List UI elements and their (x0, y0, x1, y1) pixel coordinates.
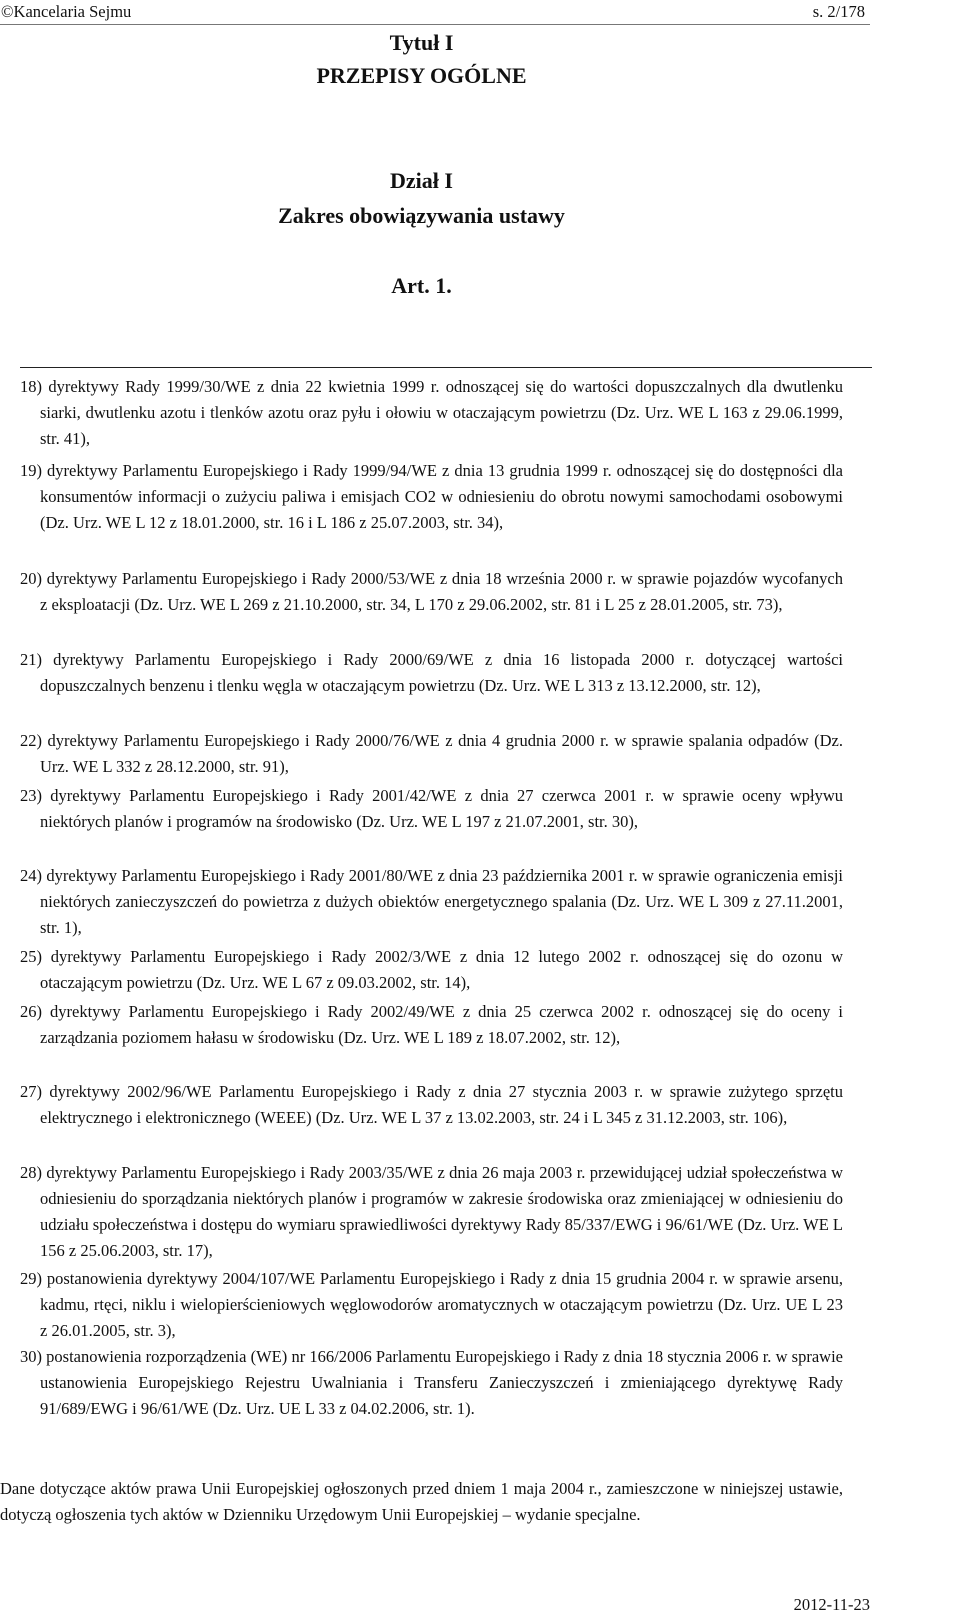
footnote-26 (20, 999, 843, 1051)
footnote-text: 24) dyrektywy Parlamentu Europejskiego i Rady 2001/80/WE z dnia 23 października 2001 r. w sprawie ograniczenia emisji niektórych zanieczyszczeń do powietrza z dużych obiektów energetycznego spalania (Dz. Urz. WE L 309 z 27.11.2001, str. 1), (20, 866, 843, 937)
section-number: Dział I (390, 168, 453, 193)
footnote-text: 28) dyrektywy Parlamentu Europejskiego i Rady 2003/35/WE z dnia 26 maja 2003 r. przewidującej udział społeczeństwa w odniesieniu do sporządzania niektórych planów i programów w zakresie środowiska oraz zmieniającej w odniesieniu do udziału społeczeństwa i dostępu do wymiaru sprawiedliwości dyrektywy Rady 85/337/EWG i 96/61/WE (Dz. Urz. WE L 156 z 25.06.2003, str. 17), (20, 1163, 843, 1260)
footnote-divider (20, 367, 872, 368)
footnote-text: 29) postanowienia dyrektywy 2004/107/WE Parlamentu Europejskiego i Rady z dnia 15 grudnia 2004 r. w sprawie arsenu, kadmu, rtęci, niklu i wielopierścieniowych węglowodorów aromatycznych w otaczającym powietrzu (Dz. Urz. UE L 23 z 26.01.2005, str. 3), (20, 1269, 843, 1340)
footnote-24 (20, 863, 843, 941)
footnote-21 (20, 647, 843, 699)
footnote-text: 20) dyrektywy Parlamentu Europejskiego i Rady 2000/53/WE z dnia 18 września 2000 r. w sprawie pojazdów wycofanych z eksploatacji (Dz. Urz. WE L 269 z 21.10.2000, str. 34, L 170 z 29.06.2002, str. 81 i L 25 z 28.01.2005, str. 73), (20, 569, 843, 614)
page-number: s. 2/178 (812, 2, 865, 21)
footnote-text: 23) dyrektywy Parlamentu Europejskiego i Rady 2001/42/WE z dnia 27 czerwca 2001 r. w sprawie oceny wpływu niektórych planów i programów na środowisko (Dz. Urz. WE L 197 z 21.07.2001, str. 30), (20, 786, 843, 831)
footnote-28 (20, 1160, 843, 1264)
title-name: PRZEPISY OGÓLNE (316, 63, 527, 88)
footnote-18 (20, 374, 843, 452)
footnote-text: 18) dyrektywy Rady 1999/30/WE z dnia 22 kwietnia 1999 r. odnoszącej się do wartości dopuszczalnych dla dwutlenku siarki, dwutlenku azotu i tlenków azotu oraz pyłu i ołowiu w otaczającym powietrzu (Dz. Urz. WE L 163 z 29.06.1999, str. 41), (20, 377, 843, 448)
footnote-22 (20, 728, 843, 780)
document-date: 2012-11-23 (793, 1595, 870, 1614)
footnote-text: 30) postanowienia rozporządzenia (WE) nr 166/2006 Parlamentu Europejskiego i Rady z dnia 18 stycznia 2006 r. w sprawie ustanowienia Europejskiego Rejestru Uwalniania i Transferu Zanieczyszczeń i zmieniającego dyrektywę Rady 91/689/EWG i 96/61/WE (Dz. Urz. UE L 33 z 04.02.2006, str. 1). (20, 1347, 843, 1418)
footnote-25 (20, 944, 843, 996)
footnote-text: 21) dyrektywy Parlamentu Europejskiego i Rady 2000/69/WE z dnia 16 listopada 2000 r. dotyczącej wartości dopuszczalnych benzenu i tlenku węgla w otaczającym powietrzu (Dz. Urz. WE L 313 z 13.12.2000, str. 12), (20, 650, 843, 695)
footnote-text: 26) dyrektywy Parlamentu Europejskiego i Rady 2002/49/WE z dnia 25 czerwca 2002 r. odnoszącej się do oceny i zarządzania poziomem hałasu w środowisku (Dz. Urz. WE L 189 z 18.07.2002, str. 12), (20, 1002, 843, 1047)
title-number: Tytuł I (389, 30, 454, 55)
article-heading: Art. 1. (391, 273, 452, 298)
footnote-19 (20, 458, 843, 536)
footnote-23 (20, 783, 843, 835)
copyright-label: ©Kancelaria Sejmu (1, 2, 132, 21)
header-divider (0, 24, 870, 25)
eu-acts-note: Dane dotyczące aktów prawa Unii Europejskiej ogłoszonych przed dniem 1 maja 2004 r., zamieszczone w niniejszej ustawie, dotyczą ogłoszenia tych aktów w Dzienniku Urzędowym Unii Europejskiej – wydanie specjalne. (0, 1479, 843, 1524)
footnote-text: 22) dyrektywy Parlamentu Europejskiego i Rady 2000/76/WE z dnia 4 grudnia 2000 r. w sprawie spalania odpadów (Dz. Urz. WE L 332 z 28.12.2000, str. 91), (20, 731, 843, 776)
footnote-text: 27) dyrektywy 2002/96/WE Parlamentu Europejskiego i Rady z dnia 27 stycznia 2003 r. w sprawie zużytego sprzętu elektrycznego i elektronicznego (WEEE) (Dz. Urz. WE L 37 z 13.02.2003, str. 24 i L 345 z 31.12.2003, str. 106), (20, 1082, 843, 1127)
footnote-text: 19) dyrektywy Parlamentu Europejskiego i Rady 1999/94/WE z dnia 13 grudnia 1999 r. odnoszącej się do dostępności dla konsumentów informacji o zużyciu paliwa i emisjach CO2 w odniesieniu do obrotu nowymi samochodami osobowymi (Dz. Urz. WE L 12 z 18.01.2000, str. 16 i L 186 z 25.07.2003, str. 34), (20, 461, 843, 532)
footnote-27 (20, 1079, 843, 1131)
footnote-20 (20, 566, 843, 618)
section-name: Zakres obowiązywania ustawy (278, 203, 565, 228)
page-header (0, 0, 960, 30)
footnote-text: 25) dyrektywy Parlamentu Europejskiego i Rady 2002/3/WE z dnia 12 lutego 2002 r. odnoszącej się do ozonu w otaczającym powietrzu (Dz. Urz. WE L 67 z 09.03.2002, str. 14), (20, 947, 843, 992)
footnote-29 (20, 1266, 843, 1344)
footnote-30 (20, 1344, 843, 1422)
